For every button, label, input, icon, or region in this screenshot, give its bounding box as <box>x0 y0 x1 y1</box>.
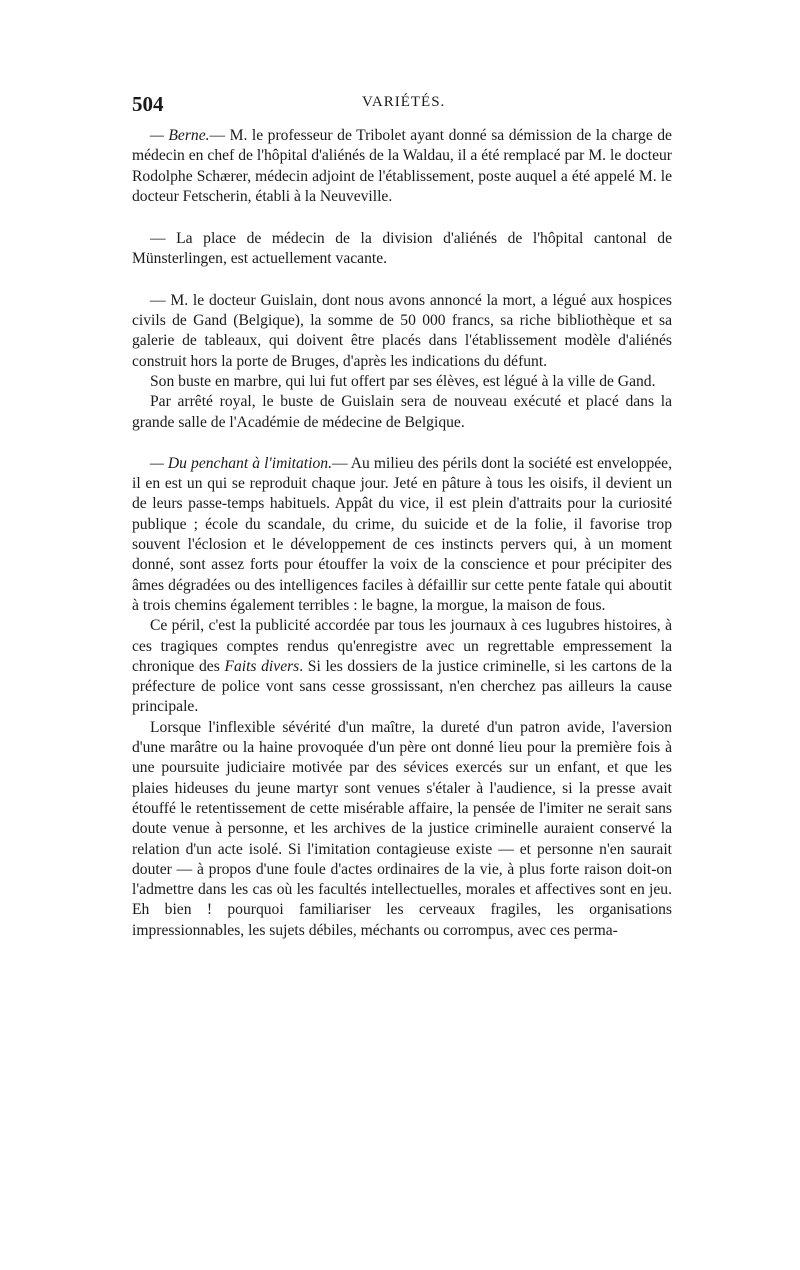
paragraph-text: Son buste en marbre, qui lui fut offert par ses élèves, est légué à la ville de Gand. <box>150 372 656 390</box>
running-header <box>132 92 672 122</box>
paragraph-text: — La place de médecin de la division d'aliénés de l'hôpital cantonal de Münsterlingen, est actuellement vacante. <box>132 230 672 268</box>
paragraph-text: Ce péril, c'est la publicité accordée par tous les journaux à ces lugubres histoires, à ces tragiques comptes rendus qu'enregistre avec un regrettable empressement la chronique des <box>132 617 672 675</box>
body-text <box>132 126 672 941</box>
paragraph-munsterlingen <box>132 229 672 270</box>
paragraph-text: — M. le docteur Guislain, dont nous avons annoncé la mort, a légué aux hospices civils de Gand (Belgique), la somme de 50 000 francs, sa riche bibliothèque et sa galerie de tableaux, qui doivent être placés dans l'établissement modèle d'aliénés construit hors la porte de Bruges, d'après les indications du défunt. <box>132 291 672 370</box>
paragraph-buste <box>132 372 672 392</box>
paragraph-arrete <box>132 392 672 433</box>
paragraph-peril <box>132 616 672 717</box>
paragraph-inflexible <box>132 718 672 941</box>
paragraph-lead: — Berne. <box>150 127 210 144</box>
paragraph-text: . Si les dossiers de la justice criminelle, si les cartons de la préfecture de police vont sans cesse grossissant, n'en cherchez pas ailleurs la cause principale. <box>132 657 672 716</box>
paragraph-lead: — Du penchant à l'imitation. <box>150 454 332 472</box>
page-number: 504 <box>132 92 164 116</box>
paragraph-text: Lorsque l'inflexible sévérité d'un maître, la dureté d'un patron avide, l'aversion d'une marâtre ou la haine provoquée d'un père ont donné lieu pour la première fois à une poursuite judiciaire motivée par des sévices exercés sur un enfant, et que les plaies hideuses du jeune martyr sont venues s'étaler à l'audience, si la presse avait étouffé le retentissement de cette misérable affaire, la pensée de l'imiter ne serait sans doute venue à personne, et les archives de la justice criminelle auraient conservé la relation d'un acte isolé. Si l'imitation contagieuse existe — et personne n'en saurait douter — à propos d'une foule d'actes ordinaires de la vie, à plus forte raison doit-on l'admettre dans les cas où les facultés intellectuelles, morales et affectives sont en jeu. Eh bien ! pourquoi familiariser les cerveaux fragiles, les organisations impressionnables, les sujets débiles, méchants ou corrompus, avec ces perma- <box>132 718 672 939</box>
paragraph-imitation <box>132 454 672 616</box>
italic-term: Faits divers <box>224 657 300 675</box>
paragraph-text: — M. le professeur de Tribolet ayant donné sa démission de la charge de médecin en chef de l'hôpital d'aliénés de la Waldau, il a été remplacé par M. le docteur Rodolphe Schærer, médecin adjoint de l'établissement, poste auquel a été appelé M. le docteur Fetscherin, établi à la Neuveville. <box>132 127 672 205</box>
paragraph-text: Par arrêté royal, le buste de Guislain sera de nouveau exécuté et placé dans la grande salle de l'Académie de médecine de Belgique. <box>132 393 672 431</box>
paragraph-berne <box>132 126 672 207</box>
section-title: VARIÉTÉS. <box>362 94 446 110</box>
paragraph-guislain <box>132 291 672 372</box>
paragraph-text: — Au milieu des périls dont la société est enveloppée, il en est un qui se reproduit chaque jour. Jeté en pâture à tous les oisifs, il devient un de leurs passe-temps habituels. Appât du vice, il est plein d'attraits pour la curiosité publique ; école du scandale, du crime, du suicide et de la folie, il favorise trop souvent l'éclosion et le développement de ces instincts pervers qui, à un moment donné, sont assez forts pour étouffer la voix de la conscience et pour précipiter des âmes dégradées ou des intelligences faciles à défaillir sur cette pente fatale qui aboutit à trois chemins également terribles : le bagne, la morgue, la maison de fous. <box>132 454 672 614</box>
